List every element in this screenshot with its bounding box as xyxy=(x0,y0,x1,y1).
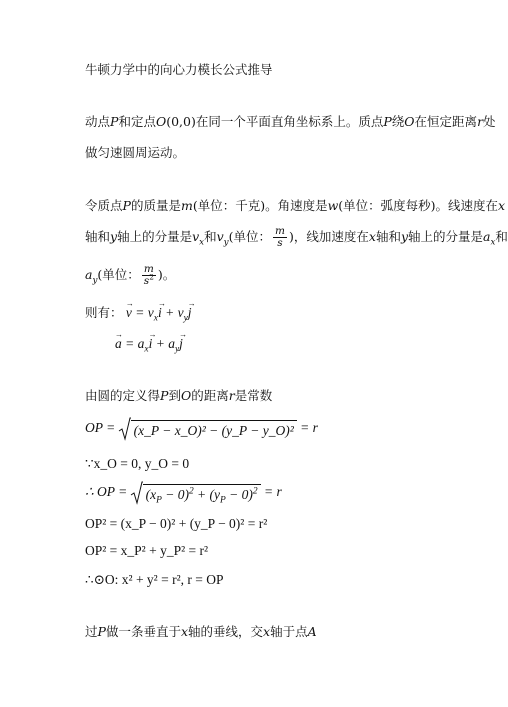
velocity-equation: 则有： v → = $v_xi$ → + $v_yj$ → xyxy=(85,305,192,321)
paragraph-1-line-1: 动点P和定点O(0,0)在同一个平面直角坐标系上。质点P绕O在恒定距离r处 xyxy=(85,114,496,129)
unit-fraction-m-per-s2: $\frac{m}{s^2}$ xyxy=(143,263,154,287)
formula-op-substituted: ∴ OP = $(x_P - 0)^2 + (y_P - 0)^2 = r$ xyxy=(85,482,282,504)
formula-op-distance: OP = (x_P − x_O)² − (y_P − y_O)² = r xyxy=(85,418,318,440)
sqrt-symbol: (x_P − x_O)² − (y_P − y_O)² xyxy=(119,418,297,440)
paragraph-4: 过P做一条垂直于x轴的垂线，交x轴于点A xyxy=(85,624,317,639)
unit-fraction-m-per-s: $\frac{m}{s}$ xyxy=(275,225,285,249)
formula-circle-equation: ∴⊙O: x² + y² = r², r = OP xyxy=(85,572,224,587)
doc-title: 牛顿力学中的向心力模长公式推导 xyxy=(85,62,273,77)
acceleration-equation: a → = $a_xi$ → + $a_yj$ → xyxy=(115,336,183,352)
paragraph-1-line-2: 做匀速圆周运动。 xyxy=(85,145,186,160)
paragraph-2-line-1: 令质点P的质量是m(单位：千克)。角速度是w(单位：弧度每秒)。线速度在x xyxy=(85,198,506,213)
paragraph-3: 由圆的定义得P到O的距离r是常数 xyxy=(85,388,273,403)
formula-op-squared-simplified: OP² = x_P² + y_P² = r² xyxy=(85,543,209,558)
paragraph-2-line-3: $a_y$(单位： $\frac{m}{s^2}$ )。 xyxy=(85,263,176,287)
formula-op-squared: OP² = (x_P − 0)² + (y_P − 0)² = r² xyxy=(85,516,268,531)
sqrt-symbol-2: $(x_P - 0)^2 + (y_P - 0)^2$ xyxy=(131,482,261,504)
formula-origin-coords: ∵x_O = 0, y_O = 0 xyxy=(85,456,190,471)
paragraph-2-line-2: 轴和y轴上的分量是$v_x$和$v_y$(单位： $\frac{m}{s}$ )，线加速度在x轴和y轴上的分量是$a_x$和 xyxy=(85,225,508,249)
